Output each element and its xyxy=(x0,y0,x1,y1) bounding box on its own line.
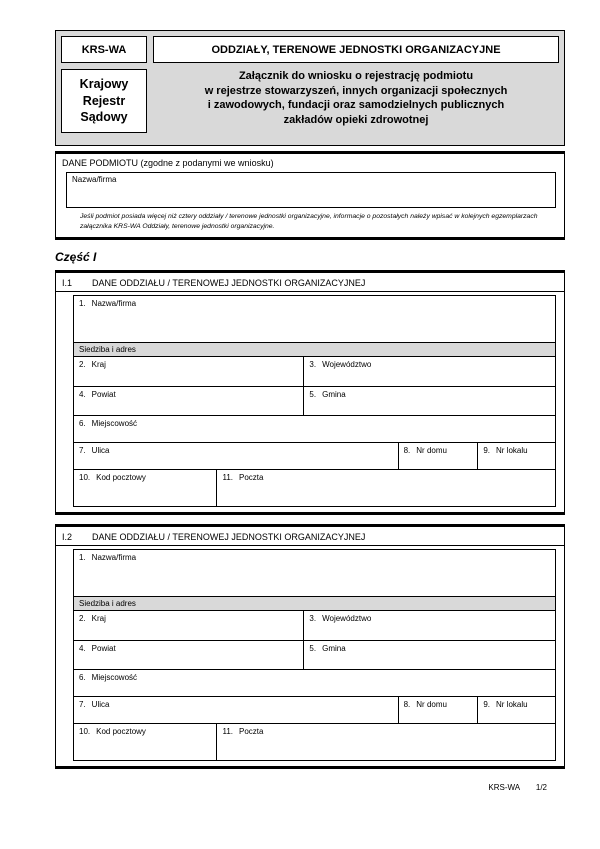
i1-field-nr-lokalu[interactable] xyxy=(477,442,556,470)
i1-field-gmina[interactable] xyxy=(303,386,556,416)
field-number: 2. xyxy=(79,359,86,369)
section-i2 xyxy=(55,524,565,769)
field-number: 10. xyxy=(79,472,91,482)
i1-field-nr-domu[interactable] xyxy=(398,442,479,470)
i2-label-nr-lokalu xyxy=(478,697,555,709)
section-i1-title: DANE ODDZIAŁU / TERENOWEJ JEDNOSTKI ORGANIZACYJNEJ xyxy=(92,277,366,288)
field-text: Ulica xyxy=(91,699,110,709)
i1-address-subheader: Siedziba i adres xyxy=(73,342,556,357)
field-number: 7. xyxy=(79,445,86,455)
i2-field-gmina[interactable] xyxy=(303,640,556,670)
field-number: 1. xyxy=(79,552,86,562)
registry-name-box: Krajowy Rejestr Sądowy xyxy=(61,69,147,133)
i2-label-kraj xyxy=(74,611,303,623)
i1-label-nr-lokalu xyxy=(478,443,555,455)
i1-label-kraj xyxy=(74,357,303,369)
section-i1-header xyxy=(56,273,564,292)
form-subtitle xyxy=(153,68,559,128)
field-number: 11. xyxy=(222,472,234,482)
i2-field-powiat[interactable] xyxy=(73,640,304,670)
field-number: 5. xyxy=(309,643,317,653)
page-footer xyxy=(55,783,565,792)
section-i2-title: DANE ODDZIAŁU / TERENOWEJ JEDNOSTKI ORGANIZACYJNEJ xyxy=(92,531,366,542)
i1-label-nr-domu xyxy=(399,443,478,455)
field-number: 7. xyxy=(79,699,86,709)
i2-label-miejscowosc xyxy=(74,670,555,682)
i1-field-miejscowosc[interactable] xyxy=(73,415,556,443)
i1-field-ulica[interactable] xyxy=(73,442,399,470)
i1-label-powiat xyxy=(74,387,303,399)
i2-row-kraj-wojewodztwo xyxy=(73,610,556,641)
field-text: Kraj xyxy=(91,359,106,369)
field-text: Nr domu xyxy=(416,699,447,709)
header-left-column xyxy=(61,36,147,133)
field-number: 8. xyxy=(403,699,411,709)
i2-field-nazwa-firma[interactable] xyxy=(73,549,556,597)
subtitle-line-2: w rejestrze stowarzyszeń, innych organizacji społecznych xyxy=(204,84,508,97)
i2-label-wojewodztwo xyxy=(304,611,555,623)
i1-row-kraj-wojewodztwo xyxy=(73,356,556,387)
i2-field-nr-domu[interactable] xyxy=(398,696,479,724)
field-text: Kraj xyxy=(91,613,106,623)
field-number: 9. xyxy=(483,445,490,455)
i2-row-powiat-gmina xyxy=(73,640,556,670)
field-text: Poczta xyxy=(239,472,264,482)
field-text: Powiat xyxy=(91,643,116,653)
form-code-box: KRS-WA xyxy=(61,36,147,63)
i1-field-poczta[interactable] xyxy=(216,469,556,507)
entity-data-section xyxy=(55,151,565,240)
entity-section-title: DANE PODMIOTU (zgodne z podanymi we wniosku) xyxy=(62,158,274,168)
field-text: Województwo xyxy=(322,359,372,369)
i2-field-poczta[interactable] xyxy=(216,723,556,761)
section-i2-number: I.2 xyxy=(62,531,73,542)
i1-label-ulica xyxy=(74,443,398,455)
section-i1-body xyxy=(56,292,564,512)
i1-field-kraj[interactable] xyxy=(73,356,304,387)
i1-label-gmina xyxy=(304,387,555,399)
field-number: 5. xyxy=(309,389,317,399)
subtitle-line-1: Załącznik do wniosku o rejestrację podmiotu xyxy=(238,70,474,82)
i1-row-ulica xyxy=(73,442,556,470)
i2-label-nr-domu xyxy=(399,697,478,709)
field-text: Miejscowość xyxy=(91,418,138,428)
i1-label-poczta xyxy=(217,470,555,482)
i2-label-gmina xyxy=(304,641,555,653)
section-i2-body xyxy=(56,546,564,766)
i2-field-kod-pocztowy[interactable] xyxy=(73,723,217,761)
i1-row-kod-poczta xyxy=(73,469,556,507)
i2-label-powiat xyxy=(74,641,303,653)
i1-field-nazwa-firma[interactable] xyxy=(73,295,556,343)
i2-field-wojewodztwo[interactable] xyxy=(303,610,556,641)
footer-form-code: KRS-WA xyxy=(488,782,520,792)
field-text: Nr domu xyxy=(416,445,447,455)
i1-field-wojewodztwo[interactable] xyxy=(303,356,556,387)
field-number: 4. xyxy=(79,643,86,653)
i1-row-powiat-gmina xyxy=(73,386,556,416)
field-text: Kod pocztowy xyxy=(96,472,146,482)
i1-field-kod-pocztowy[interactable] xyxy=(73,469,217,507)
i2-field-ulica[interactable] xyxy=(73,696,399,724)
part-one-title: Część I xyxy=(55,249,97,264)
i1-field-powiat[interactable] xyxy=(73,386,304,416)
field-text: Miejscowość xyxy=(91,672,138,682)
form-title: ODDZIAŁY, TERENOWE JEDNOSTKI ORGANIZACYJNE xyxy=(153,36,559,63)
field-number: 2. xyxy=(79,613,86,623)
i2-field-nr-lokalu[interactable] xyxy=(477,696,556,724)
field-text: Nazwa/firma xyxy=(91,298,137,308)
entity-note: Jeśli podmiot posiada więcej niż cztery oddziały / terenowe jednostki organizacyjne, informacje o pozostałych należy wpisać w kolejnych egzemplarzach załącznika KRS-WA Oddziały, terenowe jednostki organizacyjne. xyxy=(80,213,538,230)
section-i1-number: I.1 xyxy=(62,277,73,288)
entity-nazwa-firma-field[interactable] xyxy=(66,172,556,208)
form-content xyxy=(55,30,565,792)
i2-label-poczta xyxy=(217,724,555,736)
form-header xyxy=(55,30,565,146)
field-number: 10. xyxy=(79,726,91,736)
i1-label-kod-pocztowy xyxy=(74,470,216,482)
header-right-column xyxy=(153,36,559,133)
field-text: Gmina xyxy=(322,643,346,653)
field-text: Powiat xyxy=(91,389,116,399)
field-number: 4. xyxy=(79,389,86,399)
i2-label-nazwa-firma xyxy=(74,550,555,562)
field-number: 6. xyxy=(79,672,86,682)
entity-nazwa-firma-label: Nazwa/firma xyxy=(72,175,117,184)
section-i2-header xyxy=(56,527,564,546)
field-number: 9. xyxy=(483,699,490,709)
i2-row-ulica xyxy=(73,696,556,724)
field-number: 1. xyxy=(79,298,86,308)
field-text: Nr lokalu xyxy=(496,445,528,455)
section-i1 xyxy=(55,270,565,515)
field-text: Nr lokalu xyxy=(496,699,528,709)
i2-label-ulica xyxy=(74,697,398,709)
field-text: Poczta xyxy=(239,726,264,736)
subtitle-line-4: zakładów opieki zdrowotnej xyxy=(283,114,429,127)
field-text: Województwo xyxy=(322,613,372,623)
field-number: 8. xyxy=(403,445,411,455)
field-text: Gmina xyxy=(322,389,346,399)
i2-address-subheader: Siedziba i adres xyxy=(73,596,556,611)
i1-row-miejscowosc xyxy=(73,415,556,443)
field-number: 6. xyxy=(79,418,86,428)
i2-label-kod-pocztowy xyxy=(74,724,216,736)
i2-field-kraj[interactable] xyxy=(73,610,304,641)
field-number: 11. xyxy=(222,726,234,736)
field-number: 3. xyxy=(309,613,317,623)
field-text: Nazwa/firma xyxy=(91,552,137,562)
subtitle-line-3: i zawodowych, fundacji oraz samodzielnych publicznych xyxy=(207,99,505,112)
footer-page-number: 1/2 xyxy=(535,782,547,792)
i1-label-wojewodztwo xyxy=(304,357,555,369)
i2-row-kod-poczta xyxy=(73,723,556,761)
i2-row-miejscowosc xyxy=(73,669,556,697)
i2-field-miejscowosc[interactable] xyxy=(73,669,556,697)
field-text: Kod pocztowy xyxy=(96,726,146,736)
field-text: Ulica xyxy=(91,445,110,455)
i1-label-nazwa-firma xyxy=(74,296,555,308)
field-number: 3. xyxy=(309,359,317,369)
i1-label-miejscowosc xyxy=(74,416,555,428)
